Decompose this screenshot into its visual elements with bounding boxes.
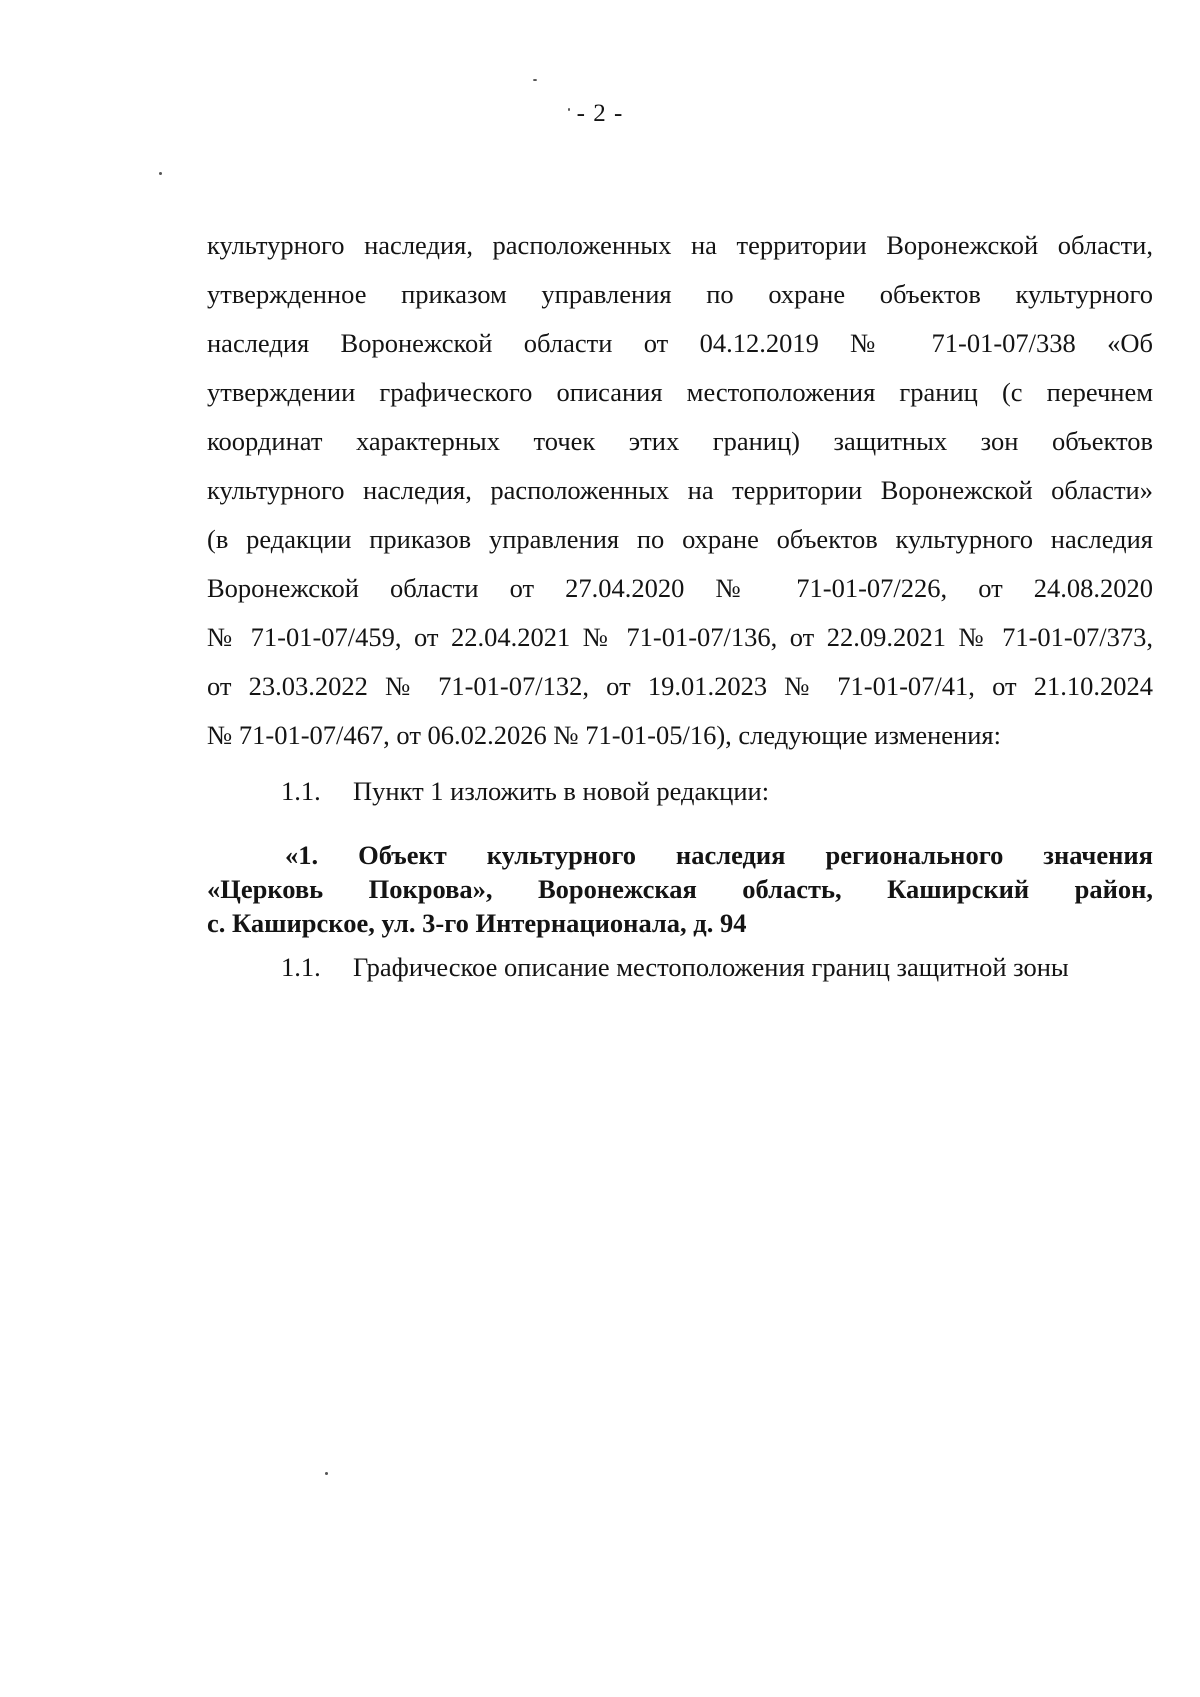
page-number: - 2 - [576, 100, 624, 127]
paragraph-line: (в редакции приказов управления по охране объектов культурного наследия [207, 524, 1153, 554]
heading-line: с. Каширское, ул. 3-го Интернационала, д. 94 [207, 908, 747, 938]
clause-number: 1.1. [281, 952, 321, 982]
paragraph-line: № 71-01-07/467, от 06.02.2026 № 71-01-05/16), следующие изменения: [207, 720, 1001, 750]
paragraph-line: от 23.03.2022 № 71-01-07/132, от 19.01.2023 № 71-01-07/41, от 21.10.2024 [207, 671, 1153, 701]
body-paragraph [207, 228, 1153, 767]
paragraph-line: Воронежской области от 27.04.2020 № 71-01-07/226, от 24.08.2020 [207, 573, 1153, 603]
clause-text: Графическое описание местоположения границ защитной зоны [353, 952, 1069, 982]
clause-number: 1.1. [281, 776, 321, 806]
paragraph-line: № 71-01-07/459, от 22.04.2021 № 71-01-07/136, от 22.09.2021 № 71-01-07/373, [207, 622, 1153, 652]
heading-line: «Церковь Покрова», Воронежская область, Каширский район, [207, 874, 1153, 904]
paragraph-line: культурного наследия, расположенных на территории Воронежской области, [207, 230, 1153, 260]
object-heading [207, 838, 1153, 940]
paragraph-line: утвержденное приказом управления по охране объектов культурного [207, 279, 1153, 309]
scan-speck [533, 79, 537, 81]
heading-line: «1. Объект культурного наследия регионального значения [285, 840, 1153, 870]
paragraph-line: наследия Воронежской области от 04.12.2019 № 71-01-07/338 «Об [207, 328, 1153, 358]
paragraph-line: координат характерных точек этих границ) защитных зон объектов [207, 426, 1153, 456]
paragraph-line: культурного наследия, расположенных на территории Воронежской области» [207, 475, 1153, 505]
scan-speck [325, 1472, 328, 1475]
clause-text: Пункт 1 изложить в новой редакции: [353, 776, 770, 806]
clause-1-1-graphic [281, 950, 1069, 984]
clause-1-1 [281, 774, 769, 808]
scan-speck [159, 172, 162, 175]
paragraph-line: утверждении графического описания местоположения границ (с перечнем [207, 377, 1153, 407]
